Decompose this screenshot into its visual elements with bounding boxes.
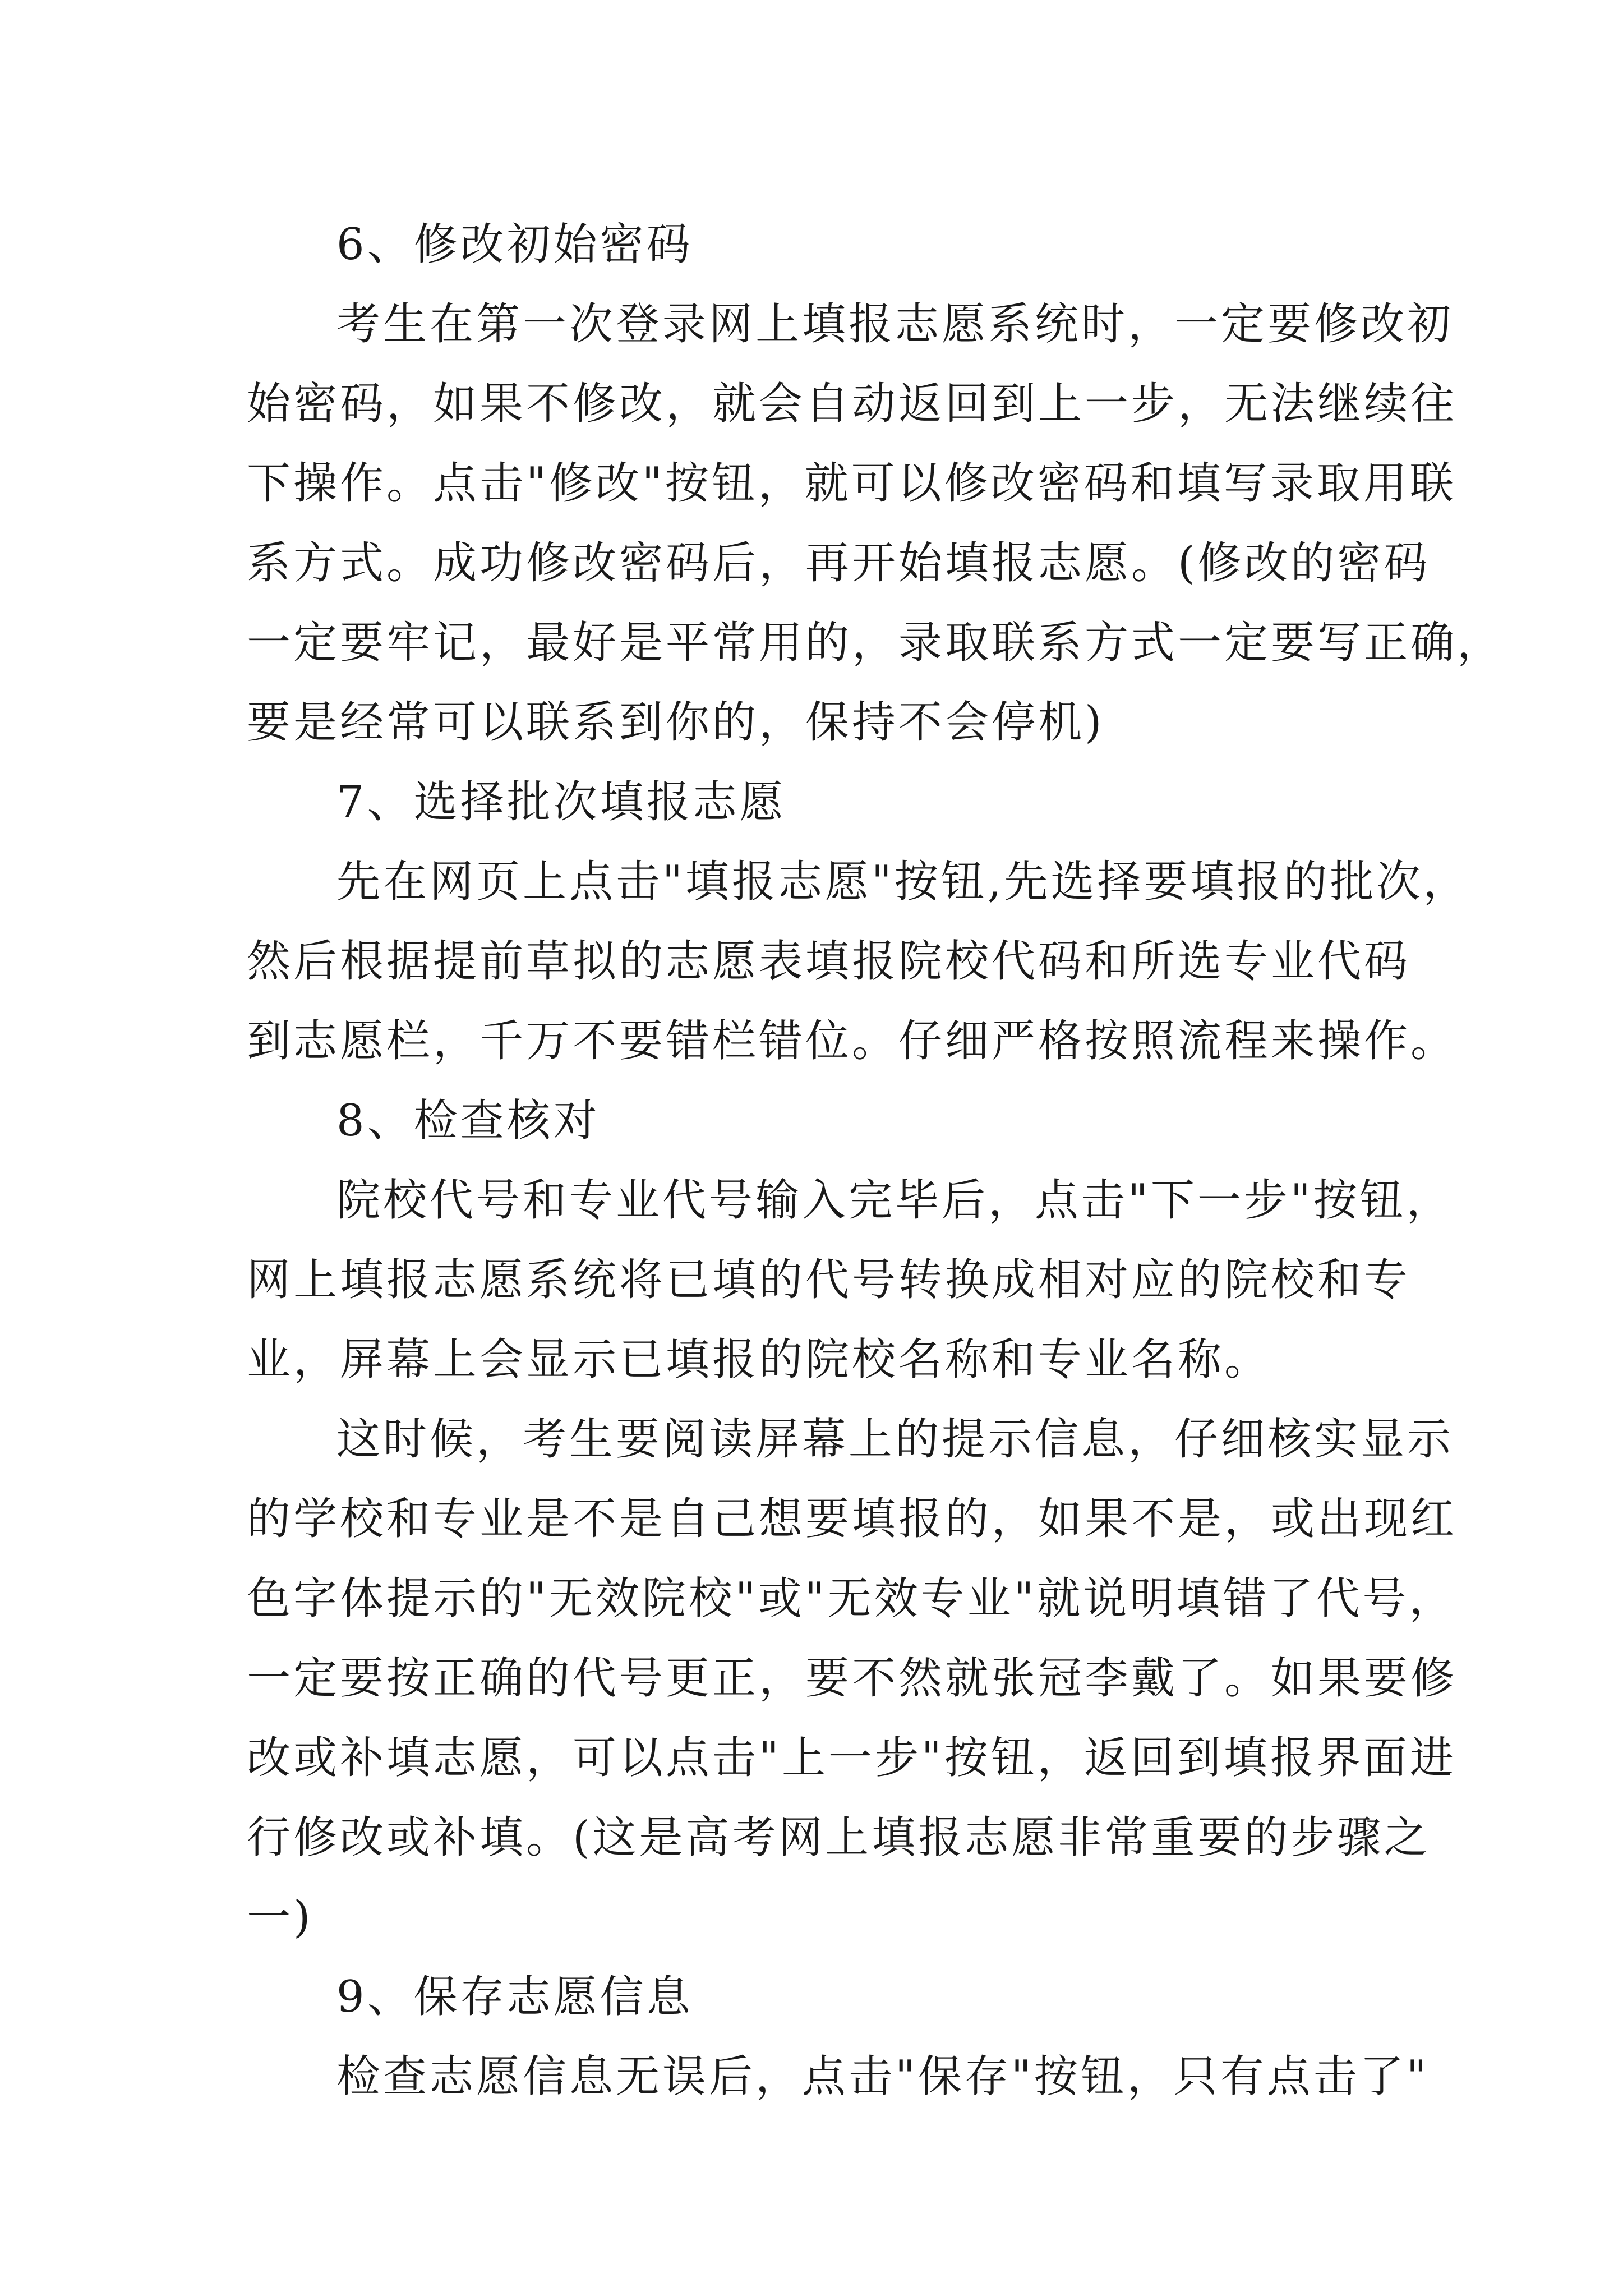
section-heading-9: 9、保存志愿信息 [336, 1972, 693, 2022]
paragraph-line: 这时候，考生要阅读屏幕上的提示信息，仔细核实显示 [336, 1414, 1454, 1465]
paragraph-line: 一定要牢记，最好是平常用的，录取联系方式一定要写正确， [247, 618, 1504, 668]
paragraph-line: 的学校和专业是不是自己想要填报的，如果不是，或出现红 [247, 1494, 1458, 1544]
paragraph-line: 一) [247, 1892, 313, 1943]
paragraph-line: 业，屏幕上会显示已填报的院校名称和专业名称。 [247, 1335, 1271, 1385]
paragraph-line: 要是经常可以联系到你的，保持不会停机) [247, 697, 1105, 748]
section-heading-8: 8、检查核对 [336, 1096, 600, 1146]
section-heading-7: 7、选择批次填报志愿 [336, 777, 786, 827]
paragraph-line: 一定要按正确的代号更正，要不然就张冠李戴了。如果要修 [247, 1653, 1458, 1704]
paragraph-line: 行修改或补填。(这是高考网上填报志愿非常重要的步骤之 [247, 1812, 1431, 1863]
paragraph-line: 到志愿栏，千万不要错栏错位。仔细严格按照流程来操作。 [247, 1016, 1458, 1066]
paragraph-line: 色字体提示的"无效院校"或"无效专业"就说明填错了代号， [247, 1573, 1456, 1624]
paragraph-line: 先在网页上点击"填报志愿"按钮,先选择要填报的批次， [336, 857, 1470, 907]
paragraph-line: 改或补填志愿，可以点击"上一步"按钮，返回到填报界面进 [247, 1733, 1456, 1783]
paragraph-line: 然后根据提前草拟的志愿表填报院校代码和所选专业代码 [247, 936, 1411, 987]
paragraph-line: 考生在第一次登录网上填报志愿系统时，一定要修改初 [336, 299, 1454, 349]
paragraph-line: 院校代号和专业代号输入完毕后，点击"下一步"按钮， [336, 1175, 1453, 1226]
paragraph-line: 始密码，如果不修改，就会自动返回到上一步，无法继续往 [247, 379, 1458, 429]
paragraph-line: 下操作。点击"修改"按钮，就可以修改密码和填写录取用联 [247, 458, 1456, 509]
section-heading-6: 6、修改初始密码 [336, 219, 693, 270]
paragraph-line: 系方式。成功修改密码后，再开始填报志愿。(修改的密码 [247, 538, 1431, 588]
paragraph-line: 检查志愿信息无误后，点击"保存"按钮，只有点击了" [336, 2051, 1430, 2102]
paragraph-line: 网上填报志愿系统将已填的代号转换成相对应的院校和专 [247, 1255, 1411, 1305]
document-body [247, 205, 1504, 2116]
